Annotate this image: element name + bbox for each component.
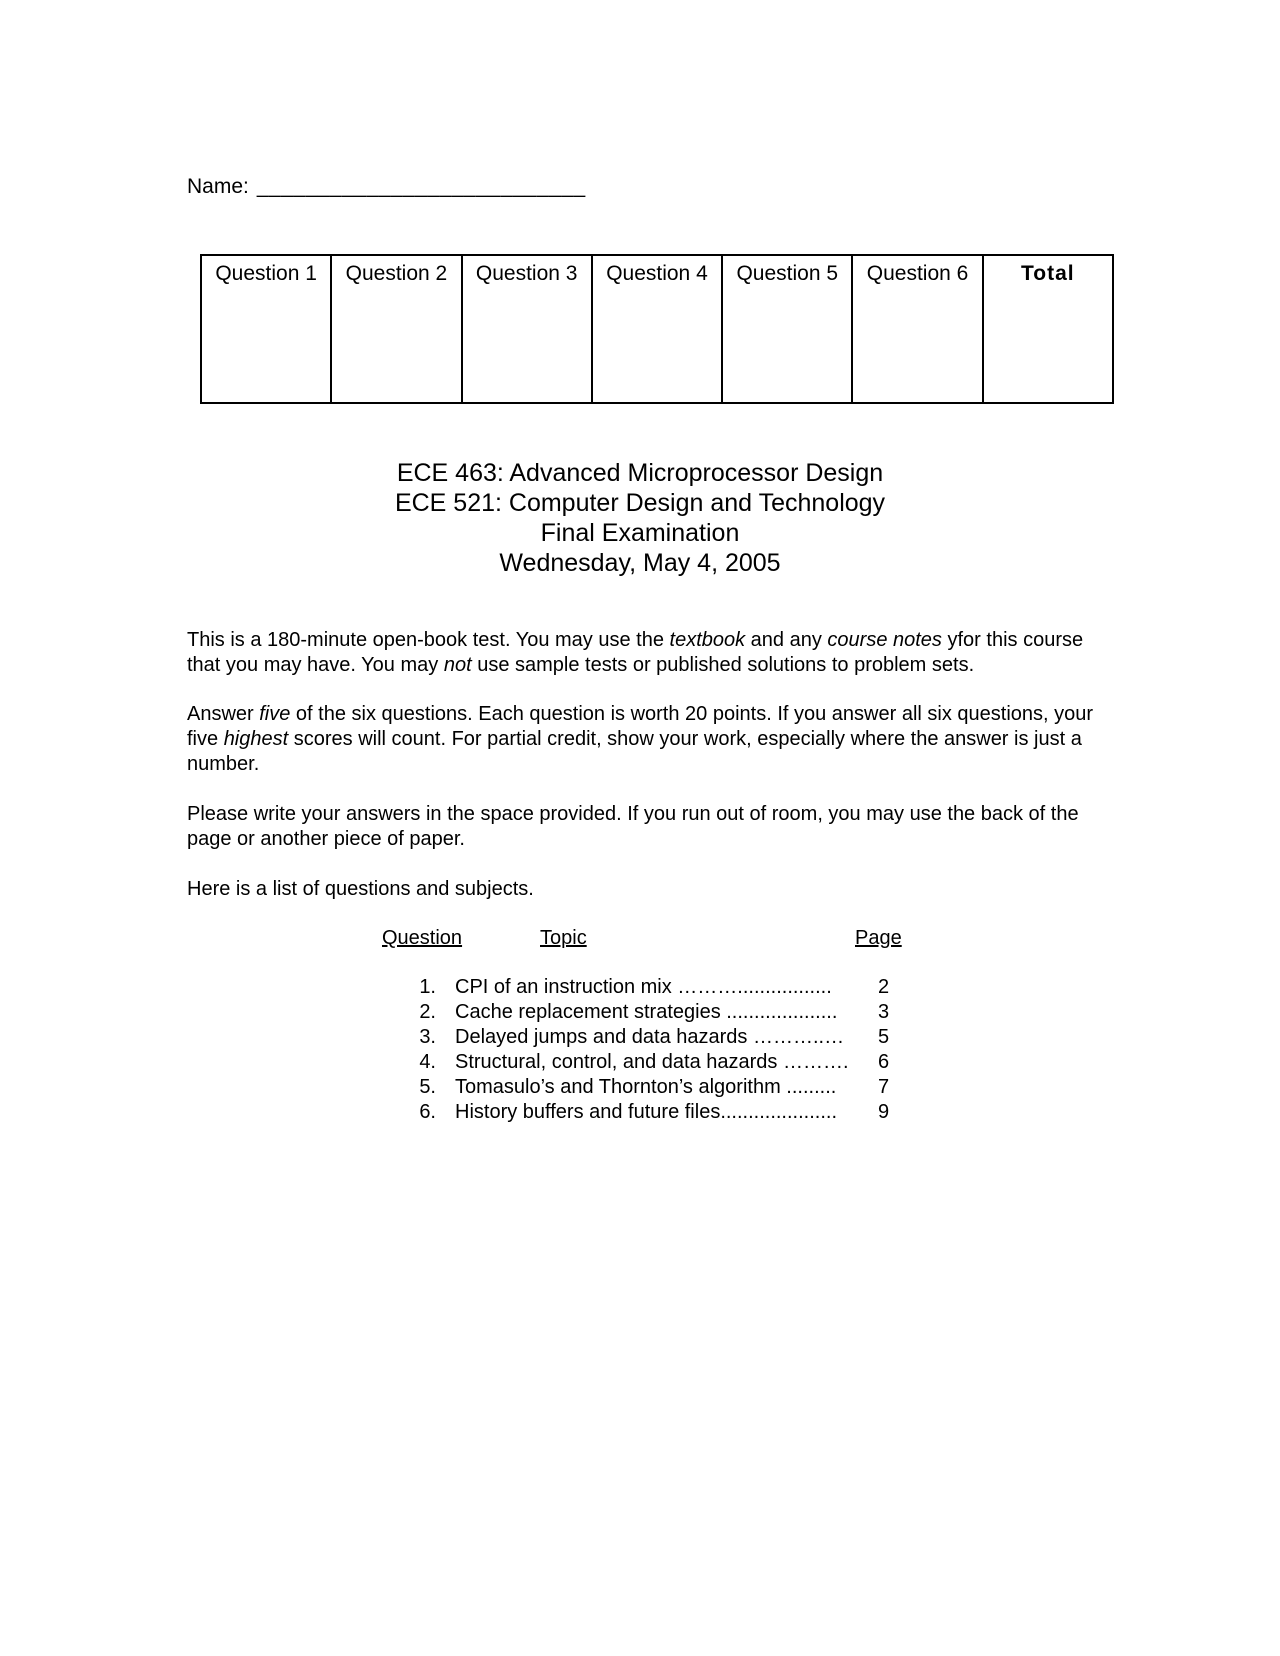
toc-page: 3 xyxy=(878,1001,890,1023)
toc-row xyxy=(0,1050,1280,1075)
toc-row xyxy=(0,1100,1280,1125)
toc-number: 6. xyxy=(419,1101,436,1123)
toc-number: 5. xyxy=(419,1076,436,1098)
score-cell-total[interactable]: Total xyxy=(983,255,1113,403)
p2-emphasis-five: five xyxy=(259,703,291,725)
toc-page: 7 xyxy=(878,1076,890,1098)
title-date: Wednesday, May 4, 2005 xyxy=(499,549,781,577)
p2-emphasis-highest: highest xyxy=(223,728,289,750)
score-cell-question-3[interactable]: Question 3 xyxy=(462,255,592,403)
p1-text-c: and any xyxy=(745,629,828,651)
score-table xyxy=(200,254,1114,404)
instructions-paragraph-4: Here is a list of questions and subjects. xyxy=(187,878,534,900)
instructions-paragraph-3: Please write your answers in the space provided. If you run out of room, you may use the back of the page or another piece of paper. xyxy=(187,803,1079,850)
toc-topic: Tomasulo’s and Thornton’s algorithm ......... xyxy=(455,1076,837,1098)
score-cell-question-1[interactable]: Question 1 xyxy=(201,255,331,403)
name-blank[interactable]: ___________________________ xyxy=(256,175,586,198)
toc-number: 2. xyxy=(419,1001,436,1023)
p2-text-a: Answer xyxy=(187,703,260,725)
p2-text-c: of the six questions. Each question is worth 20 points. If you answer all six questions, your five xyxy=(187,703,1094,750)
score-cell-question-4[interactable]: Question 4 xyxy=(592,255,722,403)
toc-number: 4. xyxy=(419,1051,436,1073)
toc-number: 1. xyxy=(419,976,436,998)
title-course-1: ECE 463: Advanced Microprocessor Design xyxy=(396,459,884,487)
p1-emphasis-course-notes: course notes xyxy=(827,629,942,651)
name-label: Name: xyxy=(187,175,249,198)
p1-text-e: yfor this course that you may have. You may xyxy=(187,629,1084,676)
toc-page: 5 xyxy=(878,1026,890,1048)
toc-topic: History buffers and future files..................... xyxy=(455,1101,838,1123)
toc-number: 3. xyxy=(419,1026,436,1048)
toc-header-page: Page xyxy=(855,927,902,949)
instructions-paragraph-1 xyxy=(187,628,1097,678)
title-exam-type: Final Examination xyxy=(540,519,740,547)
toc-topic: Delayed jumps and data hazards ………..… xyxy=(455,1026,845,1048)
toc-row xyxy=(0,1025,1280,1050)
exam-title xyxy=(0,458,1280,578)
toc-header-question: Question xyxy=(382,927,463,949)
score-cell-question-5[interactable]: Question 5 xyxy=(722,255,852,403)
p1-text-g: use sample tests or published solutions to problem sets. xyxy=(471,654,975,676)
score-cell-question-2[interactable]: Question 2 xyxy=(331,255,461,403)
toc-page: 2 xyxy=(878,976,890,998)
title-course-2: ECE 521: Computer Design and Technology xyxy=(394,489,886,517)
toc-topic: CPI of an instruction mix ………................. xyxy=(455,976,832,998)
toc-row xyxy=(0,1075,1280,1100)
score-cell-question-6[interactable]: Question 6 xyxy=(852,255,982,403)
p1-text-a: This is a 180-minute open-book test. You may use the xyxy=(187,629,670,651)
p1-emphasis-not: not xyxy=(443,654,472,676)
toc-topic: Cache replacement strategies .................... xyxy=(455,1001,838,1023)
p2-text-e: scores will count. For partial credit, show your work, especially where the answer is just a number. xyxy=(187,728,1082,775)
name-line xyxy=(187,174,586,200)
toc-row xyxy=(0,1000,1280,1025)
toc-page: 9 xyxy=(878,1101,890,1123)
toc-header-topic: Topic xyxy=(540,927,587,949)
toc-page: 6 xyxy=(878,1051,890,1073)
toc-topic: Structural, control, and data hazards ………. xyxy=(455,1051,849,1073)
p1-emphasis-textbook: textbook xyxy=(669,629,746,651)
toc-row xyxy=(0,975,1280,1000)
instructions-paragraph-2 xyxy=(187,702,1097,777)
